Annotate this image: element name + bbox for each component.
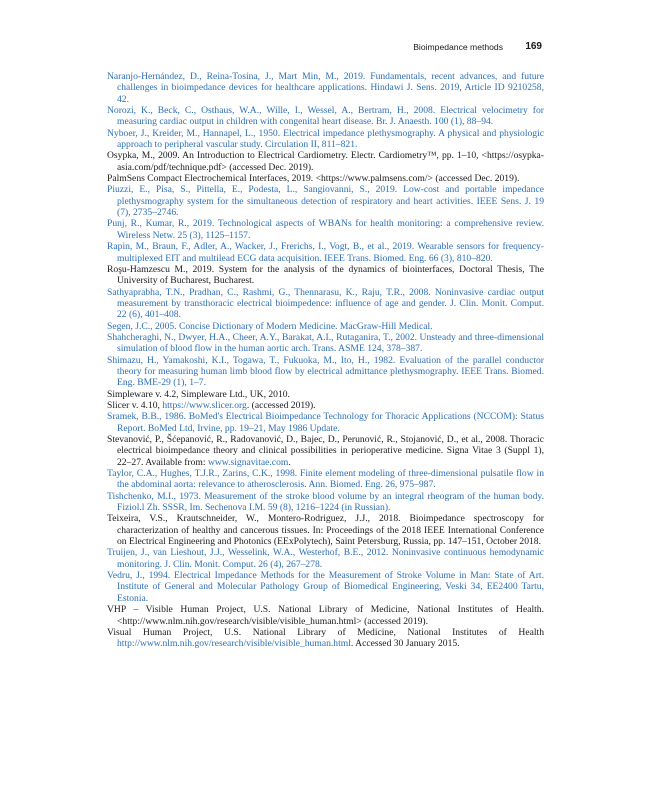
reference-text: Segen, J.C., 2005. Concise Dictionary of Modern Medicine. MacGraw-Hill Medical. <box>107 320 433 332</box>
reference-text: . <box>288 456 291 468</box>
reference-entry[interactable] <box>107 491 544 514</box>
reference-entry[interactable] <box>107 321 544 332</box>
reference-entry <box>107 400 544 411</box>
reference-text: Norozi, K., Beck, C., Osthaus, W.A., Wille, I., Wessel, A., Bertram, H., 2008. Electrical velocimetry for measuring cardiac output in children with congenital heart disease. Br. J. Anaesth. 100 (1), 88–94. <box>107 105 544 128</box>
reference-entry[interactable] <box>107 332 544 355</box>
reference-text: Roşu-Hamzescu M., 2019. System for the analysis of the dynamics of biointerfaces, Doctoral Thesis, The University of Bucharest, Bucharest. <box>107 263 544 287</box>
reference-text: Nyboer, J., Kreider, M., Hannapel, L., 1950. Electrical impedance plethysmography. A physical and physiologic approach to peripheral vascular study. Circulation II, 811–821. <box>107 127 544 151</box>
reference-text: Sramek, B.B., 1986. BoMed's Electrical Bioimpedance Technology for Thoracic Applications (NCCOM): Status Report. BoMed Ltd, Irvine, pp. 19–21, May 1986 Update. <box>107 411 544 434</box>
reference-text: Teixeira, V.S., Krautschneider, W., Montero-Rodriguez, J.J., 2018. Bioimpedance spectroscopy for characterization of healthy and cancerous tissues. In: Proceedings of the 2018 IEEE International Conference on Electrical Engineering and Photonics (EExPolytech), Saint Petersburg, Russia, pp. 147–151, October 2018. <box>107 513 544 548</box>
reference-text: Slicer v. 4.10, <box>107 399 163 411</box>
reference-entry[interactable] <box>107 547 544 570</box>
reference-text: Rapin, M., Braun, F., Adler, A., Wacker, J., Frerichs, I., Vogt, B., et al., 2019. Wearable sensors for frequency-multiplexed EIT and multilead ECG data acquisition. IEEE Trans. Biomed. Eng. 66 (3), 810–820. <box>107 241 544 264</box>
reference-text: Shahcheraghi, N., Dwyer, H.A., Cheer, A.Y., Barakat, A.I., Rutaganira, T., 2002. Unsteady and three-dimensional simulation of blood flow in the human aortic arch. Trans. ASME 124, 378–387. <box>107 331 544 355</box>
page-number: 169 <box>525 41 542 52</box>
reference-entry[interactable] <box>107 241 544 264</box>
reference-text: VHP – Visible Human Project, U.S. National Library of Medicine, National Institutes of Health. <http://www.nlm.nih.gov/research/visible/visible_human.html> (accessed 2019). <box>107 604 544 627</box>
reference-text: Shimazu, H., Yamakoshi, K.I., Togawa, T., Fukuoka, M., Ito, H., 1982. Evaluation of the parallel conductor theory for measuring human limb blood flow by electrical admittance plethysmography. IEEE Trans. Biomed. Eng. BME-29 (1), 1–7. <box>107 354 544 389</box>
reference-text: Sathyaprabha, T.N., Pradhan, C., Rashmi, G., Thennarasu, K., Raju, T.R., 2008. Noninvasive cardiac output measurement by transthoracic electrical bioimpedence: influence of age and gender. J. Clin. Monit. Comput. 22 (6), 401–408. <box>107 286 544 321</box>
reference-entry[interactable] <box>107 105 544 128</box>
reference-text: Truijen, J., van Lieshout, J.J., Wesselink, W.A., Westerhof, B.E., 2012. Noninvasive continuous hemodynamic monitoring. J. Clin. Monit. Comput. 26 (4), 267–278. <box>107 547 544 570</box>
reference-entry <box>107 389 544 400</box>
page-header <box>106 41 542 55</box>
reference-text: Taylor, C.A., Hughes, T.J.R., Zarins, C.K., 1998. Finite element modeling of three-dimensional pulsatile flow in the abdominal aorta: relevance to atherosclerosis. Ann. Biomed. Eng. 26, 975–987. <box>107 468 544 491</box>
reference-link[interactable]: https://www.slicer.org <box>162 399 247 411</box>
reference-text: Naranjo-Hernández, D., Reina-Tosina, J., Mart Min, M., 2019. Fundamentals, recent advances, and future challenges in bioimpedance devices for healthcare applications. Hindawi J. Sens. 2019, Article ID 9210258, 42. <box>107 71 544 105</box>
reference-entry[interactable] <box>107 128 544 151</box>
reference-text: Punj, R., Kumar, R., 2019. Technological aspects of WBANs for health monitoring: a comprehensive review. Wireless Netw. 25 (3), 1125–1157. <box>107 218 544 241</box>
reference-entry[interactable] <box>107 570 544 604</box>
reference-text: Vedru, J., 1994. Electrical Impedance Methods for the Measurement of Stroke Volume in Man: State of Art. Institute of General and Molecular Pathology Group of Biomedical Engineering, Veski 34, EE2400 Tartu, Estonia. <box>107 570 544 604</box>
reference-entry[interactable] <box>107 355 544 389</box>
reference-text: Simpleware v. 4.2, Simpleware Ltd., UK, 2010. <box>107 388 290 400</box>
reference-entry[interactable] <box>107 287 544 321</box>
reference-text: Tishchenko, M.I., 1973. Measurement of the stroke blood volume by an integral rheogram of the human body. Fiziol.l Zh. SSSR, Im. Sechenova I.M. 59 (8), 1216–1224 (in Russian). <box>107 490 544 514</box>
reference-entry <box>107 173 544 184</box>
reference-entry[interactable] <box>107 468 544 491</box>
reference-text: . (accessed 2019). <box>246 399 316 411</box>
reference-entry[interactable] <box>107 218 544 241</box>
reference-entry <box>107 264 544 287</box>
reference-text: . Accessed 30 January 2015. <box>350 638 460 650</box>
reference-text: PalmSens Compact Electrochemical Interfaces, 2019. <https://www.palmsens.com/> (accessed Dec. 2019). <box>107 173 520 185</box>
reference-entry[interactable] <box>107 411 544 434</box>
reference-entry <box>107 627 544 650</box>
reference-link[interactable]: http://www.nlm.nih.gov/research/visible/visible_human.html <box>117 638 351 650</box>
reference-entry <box>107 150 544 173</box>
reference-entry <box>107 513 544 547</box>
reference-text: Osypka, M., 2009. An Introduction to Electrical Cardiometry. Electr. Cardiometry™, pp. 1–10, <https://osypka-asia.com/pdf/technique.pdf> (accessed Dec. 2019). <box>107 150 544 173</box>
reference-entry <box>107 434 544 468</box>
reference-entry[interactable] <box>107 184 544 218</box>
reference-entry <box>107 604 544 627</box>
reference-text: Piuzzi, E., Pisa, S., Pittella, E., Podesta, L., Sangiovanni, S., 2019. Low-cost and portable impedance plethysmography system for the simultaneous detection of respiratory and heart activities. IEEE Sens. J. 19 (7), 2735–2746. <box>107 184 544 219</box>
reference-text: Stevanović, P., Šćepanović, R., Radovanović, D., Bajec, D., Perunović, R., Stojanović, D., et al., 2008. Thoracic electrical bioimpedance theory and clinical possibilities in perioperative medicine. Signa Vitae 3 (Suppl 1), 22–27. Available from: <box>107 434 544 468</box>
reference-entry[interactable] <box>107 71 544 105</box>
reference-link[interactable]: www.signavitae.com <box>207 456 289 468</box>
reference-list <box>107 71 544 650</box>
reference-text: Visual Human Project, U.S. National Library of Medicine, National Institutes of Health <box>107 626 544 638</box>
running-head-title: Bioimpedance methods <box>413 42 503 52</box>
